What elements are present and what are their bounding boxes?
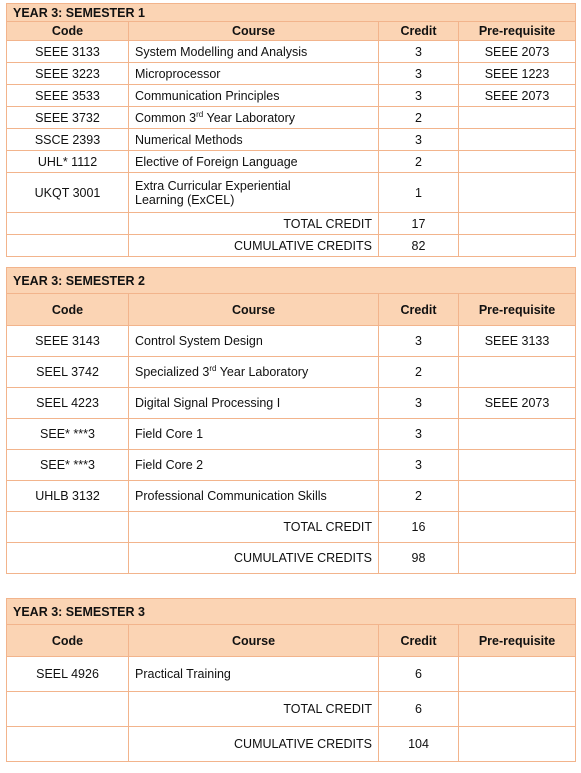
course-code: SEEL 4926: [7, 657, 129, 692]
course-code: SEEE 3143: [7, 326, 129, 357]
course-credit: 3: [379, 85, 459, 107]
course-credit: 2: [379, 107, 459, 129]
course-header: Course: [129, 625, 379, 657]
course-credit: 2: [379, 357, 459, 388]
prerequisite-header: Pre-requisite: [459, 625, 576, 657]
table-row: [7, 63, 576, 85]
course-credit: 3: [379, 63, 459, 85]
course-credit: 3: [379, 129, 459, 151]
semester-title: YEAR 3: SEMESTER 3: [7, 599, 576, 625]
table-row: [7, 173, 576, 213]
course-code: SSCE 2393: [7, 129, 129, 151]
course-code: SEEE 3223: [7, 63, 129, 85]
course-prerequisite: [459, 481, 576, 512]
code-header: Code: [7, 22, 129, 41]
cumulative-credits-label: CUMULATIVE CREDITS: [129, 543, 379, 574]
cumulative-row: [7, 543, 576, 574]
table-row: [7, 107, 576, 129]
table-row: [7, 151, 576, 173]
table-row: [7, 450, 576, 481]
course-code: SEEL 3742: [7, 357, 129, 388]
credit-header: Credit: [379, 625, 459, 657]
course-name: Practical Training: [129, 657, 379, 692]
course-name: Professional Communication Skills: [129, 481, 379, 512]
total-credit-value: 6: [379, 692, 459, 727]
course-name: Field Core 1: [129, 419, 379, 450]
prerequisite-header: Pre-requisite: [459, 294, 576, 326]
course-name: [129, 357, 379, 388]
cumulative-credits-label: CUMULATIVE CREDITS: [129, 235, 379, 257]
course-code: SEEE 3732: [7, 107, 129, 129]
semester-title: YEAR 3: SEMESTER 1: [7, 4, 576, 22]
course-name: [129, 173, 379, 213]
table-row: [7, 657, 576, 692]
course-code: SEEL 4223: [7, 388, 129, 419]
course-name: Control System Design: [129, 326, 379, 357]
total-credit-label: TOTAL CREDIT: [129, 512, 379, 543]
cumulative-row: [7, 727, 576, 762]
course-name: System Modelling and Analysis: [129, 41, 379, 63]
cumulative-row: [7, 235, 576, 257]
course-prerequisite: [459, 450, 576, 481]
course-prerequisite: SEEE 2073: [459, 388, 576, 419]
table-row: [7, 388, 576, 419]
ordinal-suffix: rd: [196, 109, 204, 119]
course-name: Elective of Foreign Language: [129, 151, 379, 173]
course-code: SEEE 3533: [7, 85, 129, 107]
course-prerequisite: [459, 419, 576, 450]
course-prerequisite: SEEE 1223: [459, 63, 576, 85]
course-credit: 3: [379, 41, 459, 63]
course-name: [129, 107, 379, 129]
course-credit: 2: [379, 481, 459, 512]
course-credit: 6: [379, 657, 459, 692]
credit-header: Credit: [379, 22, 459, 41]
total-row: [7, 213, 576, 235]
course-name: Field Core 2: [129, 450, 379, 481]
cumulative-credits-value: 104: [379, 727, 459, 762]
course-name-part: Year Laboratory: [216, 365, 309, 379]
course-name-part: Year Laboratory: [203, 110, 296, 125]
table-row: [7, 326, 576, 357]
course-name: Digital Signal Processing I: [129, 388, 379, 419]
table-row: [7, 481, 576, 512]
course-name: Numerical Methods: [129, 129, 379, 151]
course-credit: 1: [379, 173, 459, 213]
course-credit: 3: [379, 388, 459, 419]
course-prerequisite: [459, 173, 576, 213]
course-prerequisite: [459, 657, 576, 692]
course-credit: 3: [379, 326, 459, 357]
course-name: Microprocessor: [129, 63, 379, 85]
semester-1-table: [6, 3, 576, 257]
course-prerequisite: [459, 151, 576, 173]
course-credit: 3: [379, 419, 459, 450]
course-name-line: Learning (ExCEL): [135, 192, 235, 207]
cumulative-credits-value: 82: [379, 235, 459, 257]
course-prerequisite: SEEE 3133: [459, 326, 576, 357]
course-header: Course: [129, 22, 379, 41]
cumulative-credits-label: CUMULATIVE CREDITS: [129, 727, 379, 762]
table-row: [7, 419, 576, 450]
cumulative-credits-value: 98: [379, 543, 459, 574]
course-name: Communication Principles: [129, 85, 379, 107]
code-header: Code: [7, 625, 129, 657]
course-credit: 3: [379, 450, 459, 481]
course-prerequisite: [459, 357, 576, 388]
course-prerequisite: SEEE 2073: [459, 85, 576, 107]
code-header: Code: [7, 294, 129, 326]
course-name-part: Common 3: [135, 110, 197, 125]
course-code: UHL* 1112: [7, 151, 129, 173]
table-row: [7, 85, 576, 107]
course-header: Course: [129, 294, 379, 326]
semester-2-table: [6, 267, 576, 574]
course-prerequisite: SEEE 2073: [459, 41, 576, 63]
total-credit-label: TOTAL CREDIT: [129, 213, 379, 235]
semester-3-table: [6, 598, 576, 762]
total-row: [7, 512, 576, 543]
course-code: UHLB 3132: [7, 481, 129, 512]
semester-title: YEAR 3: SEMESTER 2: [7, 268, 576, 294]
ordinal-suffix: rd: [209, 363, 217, 373]
total-row: [7, 692, 576, 727]
table-row: [7, 129, 576, 151]
table-row: [7, 41, 576, 63]
course-name-line: Extra Curricular Experiential: [135, 178, 291, 193]
total-credit-label: TOTAL CREDIT: [129, 692, 379, 727]
total-credit-value: 16: [379, 512, 459, 543]
course-code: SEEE 3133: [7, 41, 129, 63]
course-prerequisite: [459, 129, 576, 151]
credit-header: Credit: [379, 294, 459, 326]
course-code: SEE* ***3: [7, 419, 129, 450]
course-prerequisite: [459, 107, 576, 129]
table-row: [7, 357, 576, 388]
course-name-part: Specialized 3: [135, 365, 210, 379]
total-credit-value: 17: [379, 213, 459, 235]
prerequisite-header: Pre-requisite: [459, 22, 576, 41]
course-credit: 2: [379, 151, 459, 173]
course-code: UKQT 3001: [7, 173, 129, 213]
course-code: SEE* ***3: [7, 450, 129, 481]
